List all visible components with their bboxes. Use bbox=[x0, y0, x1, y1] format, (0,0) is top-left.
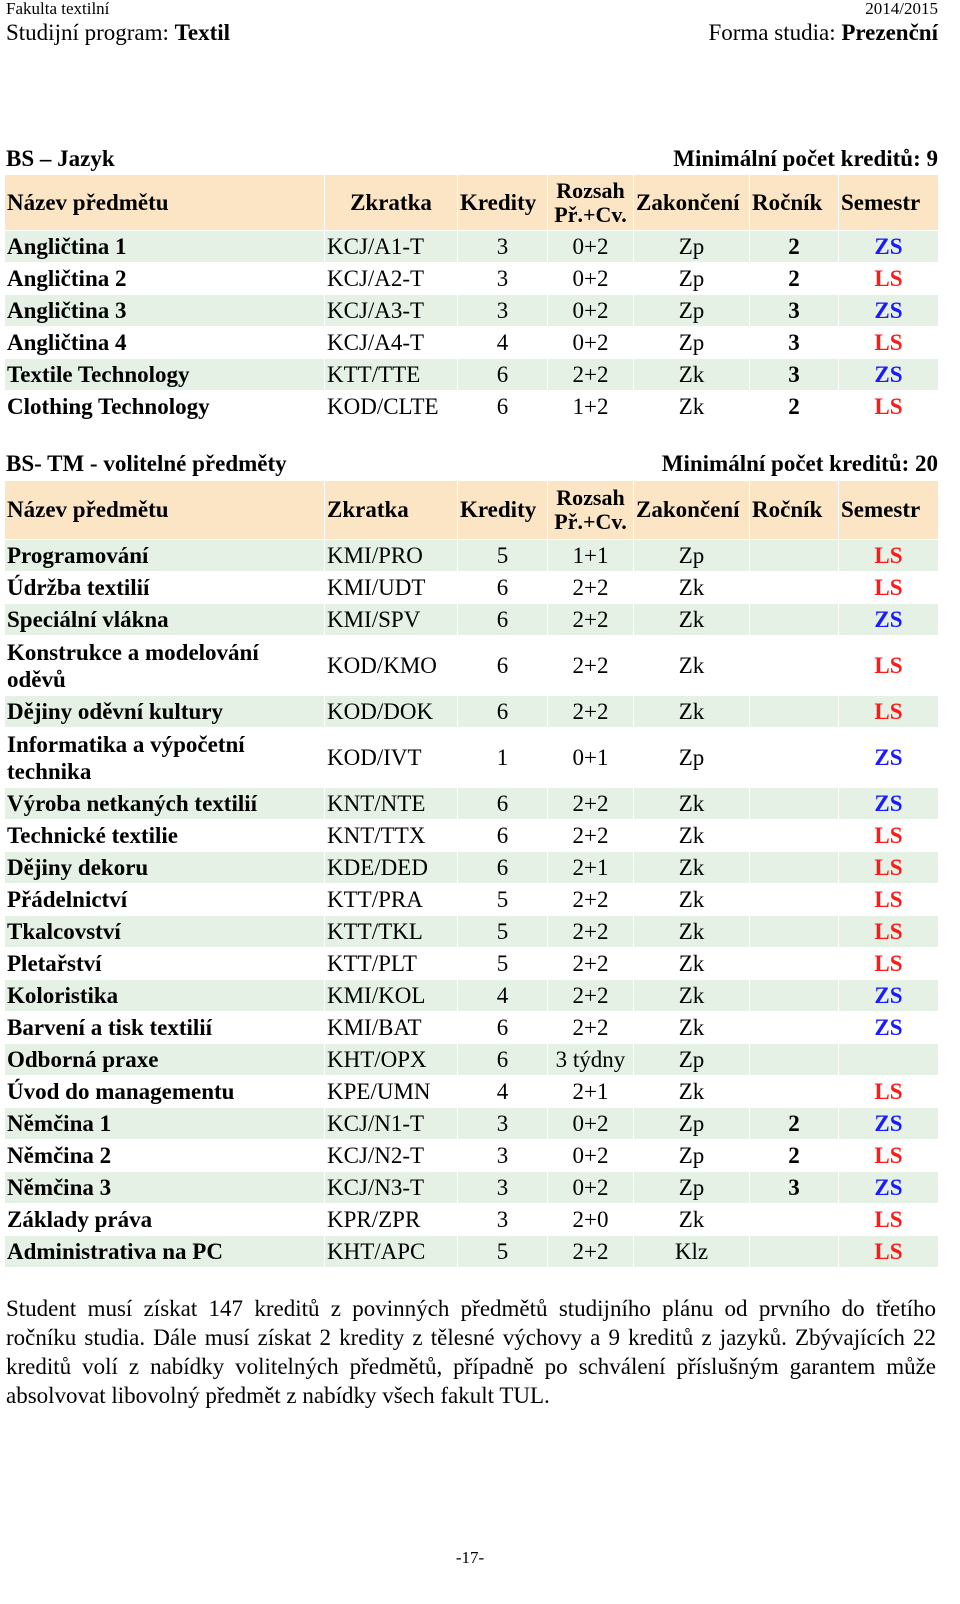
course-name: Clothing Technology bbox=[5, 391, 325, 423]
course-code: KOD/KMO bbox=[325, 636, 458, 696]
course-completion: Zk bbox=[634, 1204, 750, 1236]
course-name: Základy práva bbox=[5, 1204, 325, 1236]
course-range: 0+2 bbox=[548, 1172, 634, 1204]
course-credits: 3 bbox=[458, 295, 548, 327]
course-credits: 6 bbox=[458, 1012, 548, 1044]
course-name: Dějiny dekoru bbox=[5, 852, 325, 884]
course-semester: LS bbox=[839, 540, 939, 572]
course-completion: Zk bbox=[634, 359, 750, 391]
col-code: Zkratka bbox=[325, 481, 458, 540]
course-completion: Zk bbox=[634, 391, 750, 423]
course-name: Němčina 1 bbox=[5, 1108, 325, 1140]
course-range: 2+1 bbox=[548, 852, 634, 884]
table-row bbox=[5, 1140, 939, 1172]
course-name: Programování bbox=[5, 540, 325, 572]
course-completion: Zp bbox=[634, 1044, 750, 1076]
table-row bbox=[5, 948, 939, 980]
course-semester: ZS bbox=[839, 231, 939, 263]
table-row bbox=[5, 852, 939, 884]
table-header bbox=[5, 481, 939, 540]
course-completion: Zp bbox=[634, 263, 750, 295]
course-completion: Zk bbox=[634, 572, 750, 604]
course-completion: Zk bbox=[634, 788, 750, 820]
elective-courses-table bbox=[4, 480, 939, 1268]
table-row bbox=[5, 884, 939, 916]
course-completion: Zp bbox=[634, 728, 750, 788]
course-credits: 5 bbox=[458, 1236, 548, 1268]
course-credits: 6 bbox=[458, 852, 548, 884]
course-code: KCJ/N3-T bbox=[325, 1172, 458, 1204]
course-semester: ZS bbox=[839, 359, 939, 391]
page-number: -17- bbox=[455, 1548, 485, 1567]
course-credits: 4 bbox=[458, 1076, 548, 1108]
course-code: KPR/ZPR bbox=[325, 1204, 458, 1236]
course-semester: LS bbox=[839, 1236, 939, 1268]
course-year bbox=[750, 1012, 839, 1044]
course-year bbox=[750, 696, 839, 728]
course-completion: Zk bbox=[634, 696, 750, 728]
course-completion: Zp bbox=[634, 327, 750, 359]
course-year: 3 bbox=[750, 295, 839, 327]
course-credits: 6 bbox=[458, 820, 548, 852]
table-row bbox=[5, 728, 939, 788]
min-credits: Minimální počet kreditů: 20 bbox=[661, 451, 938, 476]
table-row bbox=[5, 788, 939, 820]
section-title-electives: BS- TM - volitelné předměty Minimální počet kreditů: 20 bbox=[6, 451, 938, 476]
course-code: KCJ/A1-T bbox=[325, 231, 458, 263]
table-row bbox=[5, 820, 939, 852]
header-program-line bbox=[6, 18, 938, 48]
course-year bbox=[750, 1044, 839, 1076]
course-semester: LS bbox=[839, 852, 939, 884]
table-row bbox=[5, 1012, 939, 1044]
min-credits: Minimální počet kreditů: 9 bbox=[673, 146, 938, 171]
course-code: KMI/KOL bbox=[325, 980, 458, 1012]
course-code: KPE/UMN bbox=[325, 1076, 458, 1108]
course-semester: LS bbox=[839, 391, 939, 423]
course-code: KTT/TKL bbox=[325, 916, 458, 948]
table-row bbox=[5, 540, 939, 572]
course-code: KCJ/N2-T bbox=[325, 1140, 458, 1172]
course-name: Koloristika bbox=[5, 980, 325, 1012]
academic-year: 2014/2015 bbox=[865, 0, 938, 18]
course-code: KMI/UDT bbox=[325, 572, 458, 604]
course-range: 2+2 bbox=[548, 1012, 634, 1044]
course-name: Němčina 2 bbox=[5, 1140, 325, 1172]
course-range: 2+2 bbox=[548, 948, 634, 980]
course-completion: Zk bbox=[634, 1012, 750, 1044]
course-code: KMI/BAT bbox=[325, 1012, 458, 1044]
course-code: KNT/TTX bbox=[325, 820, 458, 852]
course-credits: 6 bbox=[458, 696, 548, 728]
col-semester: Semestr bbox=[839, 481, 939, 540]
col-name: Název předmětu bbox=[5, 175, 325, 231]
course-semester bbox=[839, 1044, 939, 1076]
course-code: KOD/DOK bbox=[325, 696, 458, 728]
course-completion: Zk bbox=[634, 916, 750, 948]
course-semester: ZS bbox=[839, 788, 939, 820]
course-range: 0+2 bbox=[548, 327, 634, 359]
course-semester: LS bbox=[839, 696, 939, 728]
course-credits: 5 bbox=[458, 540, 548, 572]
language-courses-table bbox=[4, 174, 939, 423]
course-completion: Klz bbox=[634, 1236, 750, 1268]
study-program: Studijní program: Textil bbox=[6, 20, 231, 45]
course-name: Angličtina 1 bbox=[5, 231, 325, 263]
course-semester: LS bbox=[839, 263, 939, 295]
course-year bbox=[750, 852, 839, 884]
course-semester: LS bbox=[839, 1204, 939, 1236]
course-name: Výroba netkaných textilií bbox=[5, 788, 325, 820]
course-credits: 5 bbox=[458, 916, 548, 948]
course-name: Angličtina 2 bbox=[5, 263, 325, 295]
course-name: Konstrukce a modelování oděvů bbox=[5, 636, 325, 696]
table-row bbox=[5, 1236, 939, 1268]
course-range: 2+1 bbox=[548, 1076, 634, 1108]
course-name: Odborná praxe bbox=[5, 1044, 325, 1076]
course-semester: LS bbox=[839, 1140, 939, 1172]
course-range: 2+2 bbox=[548, 788, 634, 820]
col-semester: Semestr bbox=[839, 175, 939, 231]
course-name: Úvod do managementu bbox=[5, 1076, 325, 1108]
course-credits: 4 bbox=[458, 980, 548, 1012]
course-semester: LS bbox=[839, 572, 939, 604]
course-range: 0+1 bbox=[548, 728, 634, 788]
table-row bbox=[5, 391, 939, 423]
course-code: KOD/CLTE bbox=[325, 391, 458, 423]
course-semester: LS bbox=[839, 327, 939, 359]
table-row bbox=[5, 1044, 939, 1076]
table-row bbox=[5, 359, 939, 391]
course-credits: 3 bbox=[458, 231, 548, 263]
course-credits: 3 bbox=[458, 263, 548, 295]
course-name: Angličtina 3 bbox=[5, 295, 325, 327]
course-range: 2+2 bbox=[548, 636, 634, 696]
course-name: Administrativa na PC bbox=[5, 1236, 325, 1268]
table-row bbox=[5, 916, 939, 948]
table-row bbox=[5, 604, 939, 636]
col-completion: Zakončení bbox=[634, 481, 750, 540]
table-row bbox=[5, 572, 939, 604]
course-semester: ZS bbox=[839, 1172, 939, 1204]
table-row bbox=[5, 696, 939, 728]
course-year: 2 bbox=[750, 1108, 839, 1140]
course-code: KMI/PRO bbox=[325, 540, 458, 572]
course-range: 0+2 bbox=[548, 1140, 634, 1172]
course-name: Angličtina 4 bbox=[5, 327, 325, 359]
course-credits: 6 bbox=[458, 391, 548, 423]
course-year bbox=[750, 636, 839, 696]
course-year bbox=[750, 728, 839, 788]
course-year: 2 bbox=[750, 263, 839, 295]
course-completion: Zk bbox=[634, 820, 750, 852]
course-credits: 6 bbox=[458, 788, 548, 820]
course-code: KDE/DED bbox=[325, 852, 458, 884]
course-year bbox=[750, 820, 839, 852]
col-range: Rozsah Př.+Cv. bbox=[548, 175, 634, 231]
course-name: Textile Technology bbox=[5, 359, 325, 391]
course-year bbox=[750, 884, 839, 916]
col-code: Zkratka bbox=[325, 175, 458, 231]
course-credits: 3 bbox=[458, 1140, 548, 1172]
course-range: 2+2 bbox=[548, 916, 634, 948]
course-year bbox=[750, 1204, 839, 1236]
course-year: 3 bbox=[750, 359, 839, 391]
course-range: 0+2 bbox=[548, 231, 634, 263]
course-credits: 5 bbox=[458, 948, 548, 980]
table-header bbox=[5, 175, 939, 231]
course-completion: Zk bbox=[634, 948, 750, 980]
course-range: 3 týdny bbox=[548, 1044, 634, 1076]
course-year: 2 bbox=[750, 231, 839, 263]
course-year: 3 bbox=[750, 327, 839, 359]
table-row bbox=[5, 295, 939, 327]
course-semester: ZS bbox=[839, 295, 939, 327]
col-credits: Kredity bbox=[458, 481, 548, 540]
faculty-name: Fakulta textilní bbox=[6, 0, 110, 18]
course-name: Němčina 3 bbox=[5, 1172, 325, 1204]
course-completion: Zp bbox=[634, 1172, 750, 1204]
course-credits: 6 bbox=[458, 636, 548, 696]
course-year bbox=[750, 788, 839, 820]
course-semester: ZS bbox=[839, 1108, 939, 1140]
course-range: 0+2 bbox=[548, 1108, 634, 1140]
course-code: KCJ/A2-T bbox=[325, 263, 458, 295]
course-year bbox=[750, 948, 839, 980]
course-name: Pletařství bbox=[5, 948, 325, 980]
course-code: KCJ/N1-T bbox=[325, 1108, 458, 1140]
course-range: 2+2 bbox=[548, 1236, 634, 1268]
course-completion: Zk bbox=[634, 1076, 750, 1108]
course-name: Tkalcovství bbox=[5, 916, 325, 948]
table-row bbox=[5, 263, 939, 295]
table-row bbox=[5, 636, 939, 696]
course-semester: ZS bbox=[839, 1012, 939, 1044]
course-completion: Zp bbox=[634, 1140, 750, 1172]
course-code: KTT/PLT bbox=[325, 948, 458, 980]
course-credits: 6 bbox=[458, 1044, 548, 1076]
course-range: 2+2 bbox=[548, 884, 634, 916]
course-year bbox=[750, 540, 839, 572]
course-code: KTT/TTE bbox=[325, 359, 458, 391]
course-semester: ZS bbox=[839, 728, 939, 788]
course-completion: Zp bbox=[634, 540, 750, 572]
course-name: Přádelnictví bbox=[5, 884, 325, 916]
course-credits: 1 bbox=[458, 728, 548, 788]
course-year bbox=[750, 980, 839, 1012]
course-semester: LS bbox=[839, 884, 939, 916]
course-year bbox=[750, 1076, 839, 1108]
course-credits: 6 bbox=[458, 604, 548, 636]
course-range: 2+2 bbox=[548, 820, 634, 852]
table-row bbox=[5, 1172, 939, 1204]
course-credits: 3 bbox=[458, 1172, 548, 1204]
course-semester: LS bbox=[839, 916, 939, 948]
section-title-language: BS – Jazyk Minimální počet kreditů: 9 bbox=[6, 146, 938, 171]
course-name: Speciální vlákna bbox=[5, 604, 325, 636]
course-name: Technické textilie bbox=[5, 820, 325, 852]
course-semester: ZS bbox=[839, 604, 939, 636]
course-range: 1+1 bbox=[548, 540, 634, 572]
col-year: Ročník bbox=[750, 481, 839, 540]
table-row bbox=[5, 327, 939, 359]
course-code: KHT/OPX bbox=[325, 1044, 458, 1076]
course-year: 3 bbox=[750, 1172, 839, 1204]
course-name: Údržba textilií bbox=[5, 572, 325, 604]
col-completion: Zakončení bbox=[634, 175, 750, 231]
col-credits: Kredity bbox=[458, 175, 548, 231]
course-code: KCJ/A4-T bbox=[325, 327, 458, 359]
course-semester: LS bbox=[839, 948, 939, 980]
course-completion: Zp bbox=[634, 295, 750, 327]
course-year: 2 bbox=[750, 1140, 839, 1172]
course-range: 1+2 bbox=[548, 391, 634, 423]
course-range: 0+2 bbox=[548, 295, 634, 327]
course-completion: Zp bbox=[634, 1108, 750, 1140]
table-row bbox=[5, 231, 939, 263]
course-completion: Zk bbox=[634, 604, 750, 636]
course-credits: 5 bbox=[458, 884, 548, 916]
course-range: 2+2 bbox=[548, 980, 634, 1012]
course-year: 2 bbox=[750, 391, 839, 423]
col-name: Název předmětu bbox=[5, 481, 325, 540]
course-code: KCJ/A3-T bbox=[325, 295, 458, 327]
course-year bbox=[750, 604, 839, 636]
course-credits: 4 bbox=[458, 327, 548, 359]
course-year bbox=[750, 572, 839, 604]
credits-note: Student musí získat 147 kreditů z povinných předmětů studijního plánu od prvního do třetího ročníku studia. Dále musí získat 2 kredity z tělesné výchovy a 9 kreditů z jazyků. Zbývajících 22 kreditů volí z nabídky volitelných předmětů, případně po schválení příslušným garantem může absolvovat libovolný předmět z nabídky všech fakult TUL. bbox=[6, 1296, 936, 1408]
course-name: Barvení a tisk textilií bbox=[5, 1012, 325, 1044]
course-range: 2+2 bbox=[548, 696, 634, 728]
course-range: 2+2 bbox=[548, 572, 634, 604]
course-completion: Zk bbox=[634, 980, 750, 1012]
table-row bbox=[5, 1204, 939, 1236]
course-range: 0+2 bbox=[548, 263, 634, 295]
col-range: Rozsah Př.+Cv. bbox=[548, 481, 634, 540]
course-completion: Zk bbox=[634, 852, 750, 884]
course-semester: LS bbox=[839, 1076, 939, 1108]
course-completion: Zk bbox=[634, 884, 750, 916]
header-top-line bbox=[6, 0, 938, 18]
course-code: KOD/IVT bbox=[325, 728, 458, 788]
course-credits: 3 bbox=[458, 1108, 548, 1140]
course-year bbox=[750, 1236, 839, 1268]
course-credits: 3 bbox=[458, 1204, 548, 1236]
course-name: Dějiny oděvní kultury bbox=[5, 696, 325, 728]
course-semester: LS bbox=[839, 636, 939, 696]
course-range: 2+2 bbox=[548, 359, 634, 391]
course-completion: Zk bbox=[634, 636, 750, 696]
course-year bbox=[750, 916, 839, 948]
course-name: Informatika a výpočetní technika bbox=[5, 728, 325, 788]
table-row bbox=[5, 1108, 939, 1140]
course-credits: 6 bbox=[458, 359, 548, 391]
course-semester: LS bbox=[839, 820, 939, 852]
course-code: KNT/NTE bbox=[325, 788, 458, 820]
table-row bbox=[5, 1076, 939, 1108]
course-range: 2+0 bbox=[548, 1204, 634, 1236]
course-range: 2+2 bbox=[548, 604, 634, 636]
course-semester: ZS bbox=[839, 980, 939, 1012]
study-form: Forma studia: Prezenční bbox=[708, 20, 938, 45]
table-row bbox=[5, 980, 939, 1012]
course-credits: 6 bbox=[458, 572, 548, 604]
course-code: KHT/APC bbox=[325, 1236, 458, 1268]
col-year: Ročník bbox=[750, 175, 839, 231]
course-code: KTT/PRA bbox=[325, 884, 458, 916]
course-code: KMI/SPV bbox=[325, 604, 458, 636]
course-completion: Zp bbox=[634, 231, 750, 263]
